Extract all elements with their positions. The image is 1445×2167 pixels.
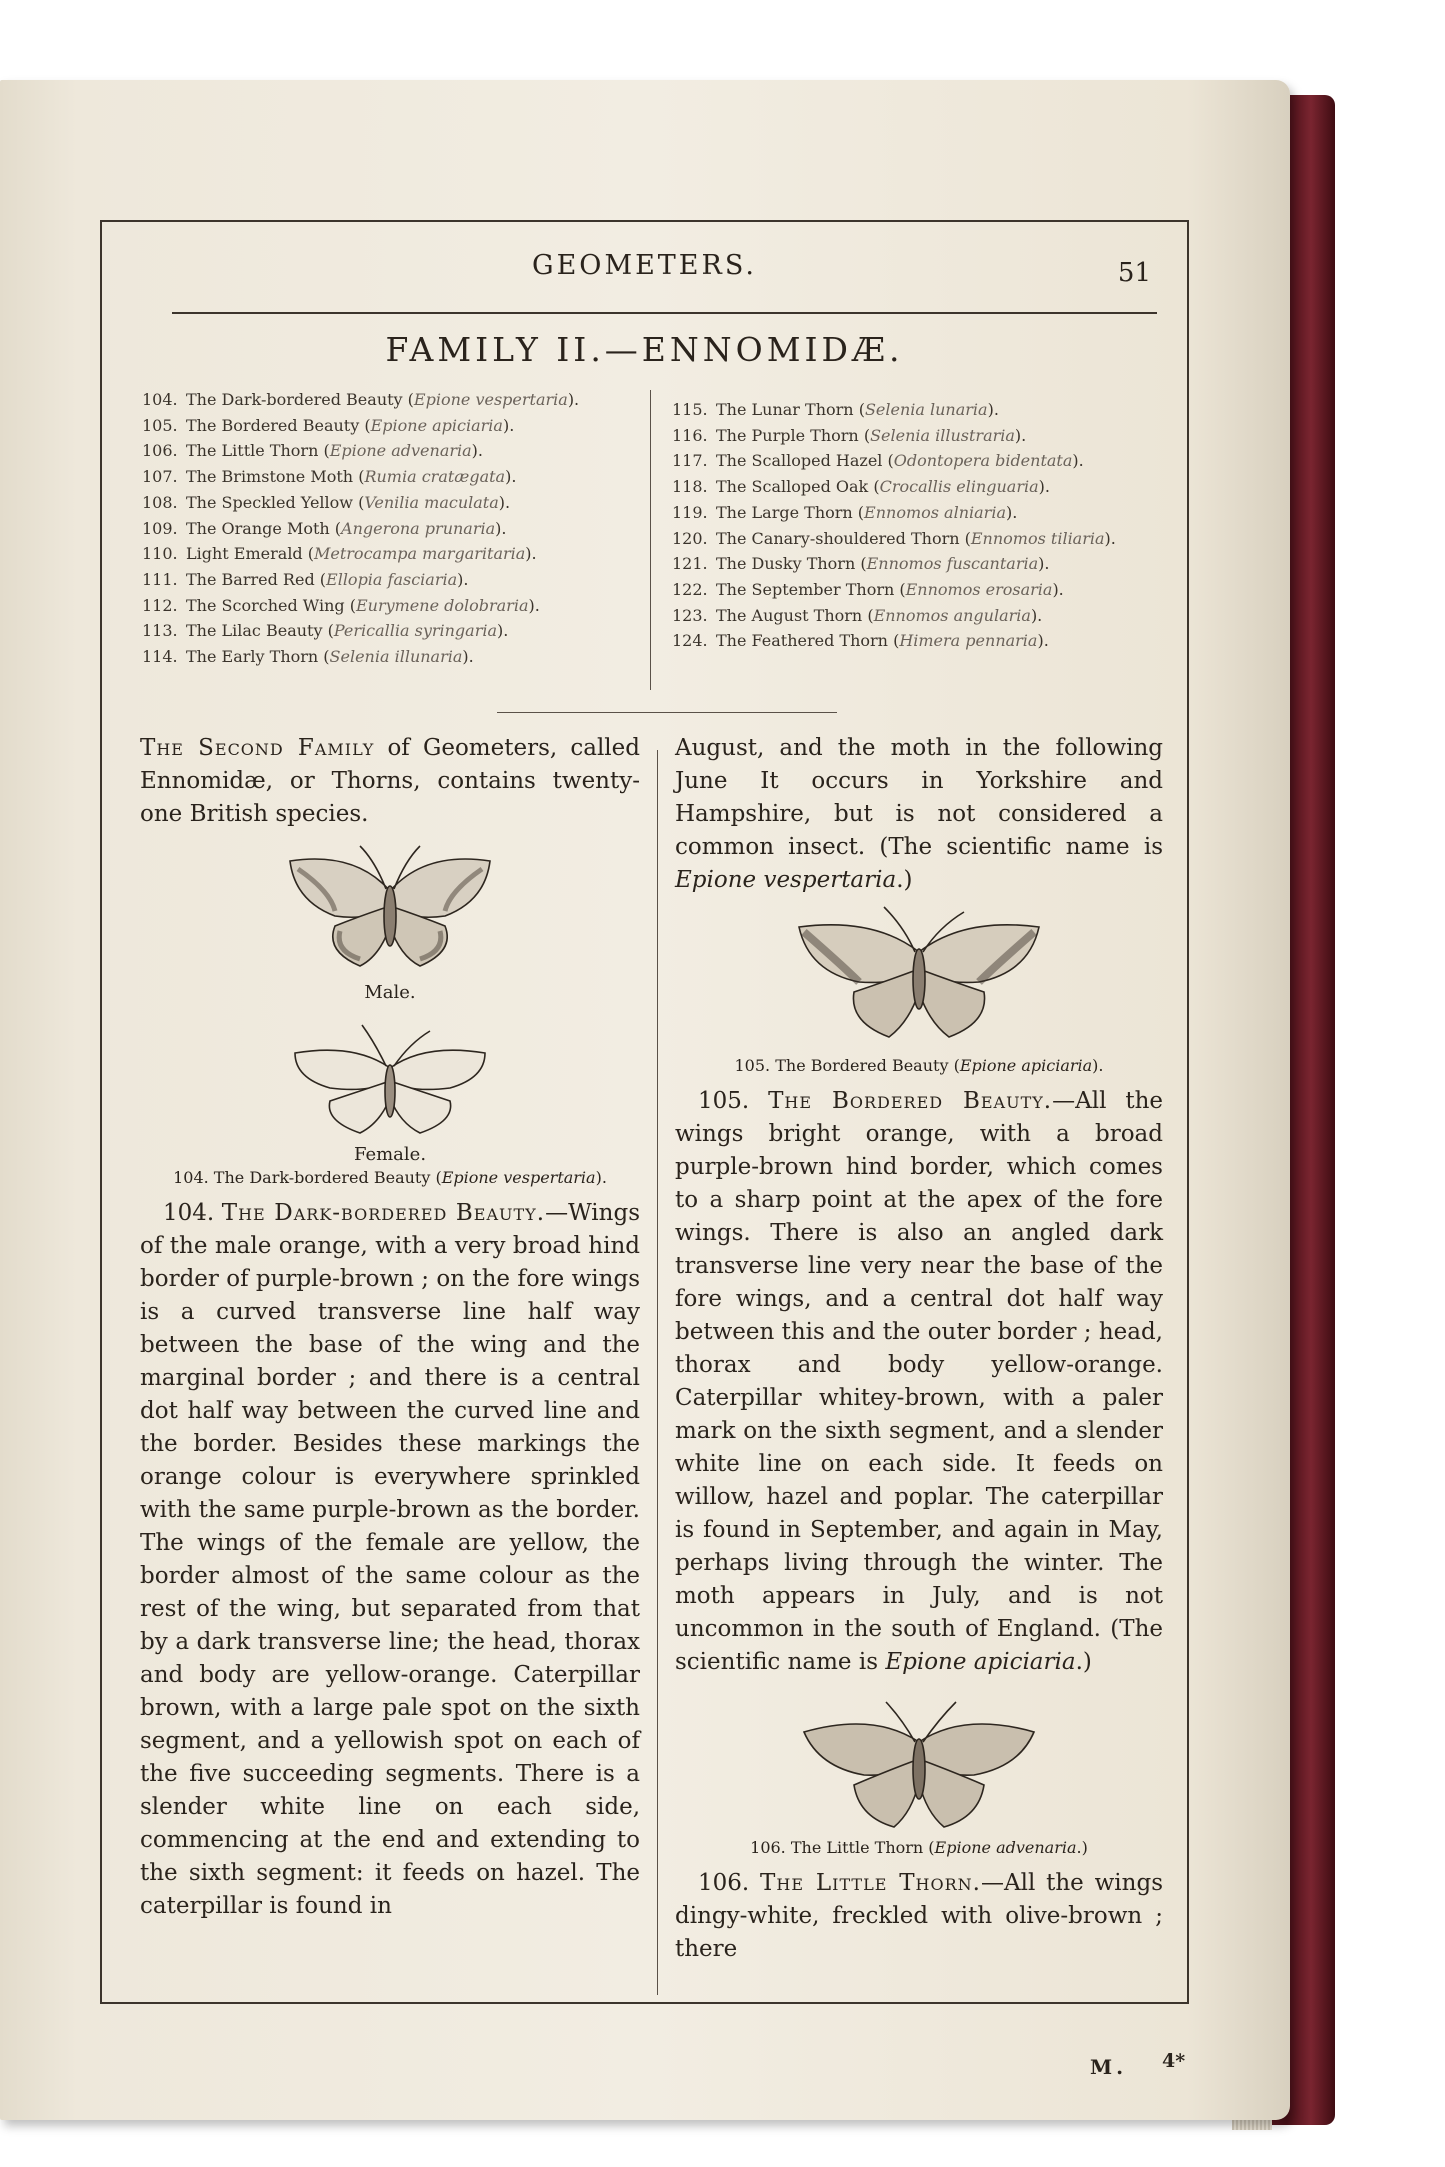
species-name: The Little Thorn (: [186, 441, 330, 461]
running-head: GEOMETERS.: [532, 250, 757, 281]
species-sci: Rumia cratægata: [364, 467, 506, 487]
entry-106-title: The Little Thorn.: [760, 1870, 981, 1896]
entry-105: [675, 1085, 1163, 1679]
entry-105-sci: Epione apiciaria: [885, 1649, 1076, 1675]
figure-105-caption-sci: Epione apiciaria: [959, 1056, 1093, 1075]
species-name: The Brimstone Moth (: [186, 467, 365, 487]
head-rule: [172, 312, 1157, 314]
species-list-left: [142, 387, 579, 670]
species-item: [672, 628, 1116, 654]
species-num: 106.: [142, 441, 178, 461]
species-end: ).: [497, 621, 509, 641]
page-number: 51: [1117, 258, 1151, 288]
species-sci: Epione advenaria: [329, 441, 472, 461]
species-end: ).: [502, 415, 515, 435]
species-sci: Epione apiciaria: [370, 415, 503, 435]
species-num: 119.: [672, 502, 708, 522]
species-name: The August Thorn (: [716, 605, 874, 625]
intro-paragraph: [140, 732, 640, 831]
species-num: 112.: [142, 595, 178, 615]
moth-female-illustration: [280, 1013, 500, 1143]
species-end: ).: [1037, 631, 1049, 651]
entry-104-title: The Dark-bordered Beauty.: [221, 1200, 546, 1226]
species-item: [672, 500, 1116, 526]
species-end: ).: [498, 492, 511, 512]
intro-small-caps: The Second Family: [140, 735, 375, 761]
family-title: FAMILY II.—ENNOMIDÆ.: [385, 330, 904, 369]
entry-104-text: —Wings of the male orange, with a very broad hind border of purple-brown ; on the fore wings is a curved transverse line half way between the base of the wing and the marginal border ; and there is a central dot half way between the curved line and the border. Besides these markings the orange colour is everywhere sprinkled with the same purple-brown as the border. The wings of the female are yellow, the border almost of the same colour as the rest of the wing, but separated from that by a dark transverse line; the head, thorax and body are yellow-orange. Caterpillar brown, with a large pale spot on the sixth segment, and a yellowish spot on each of the five succeeding segments. There is a slender white line on each side, commencing at the end and extending to the sixth segment: it feeds on hazel. The caterpillar is found in: [140, 1200, 640, 1919]
species-item: [142, 618, 579, 644]
figure-106-caption-end: .): [1076, 1838, 1088, 1857]
species-num: 105.: [142, 415, 178, 435]
text-frame: [100, 220, 1189, 2004]
entry-104-number: 104.: [163, 1200, 222, 1226]
species-item: [142, 464, 579, 490]
species-end: ).: [1072, 451, 1084, 471]
species-end: ).: [495, 518, 507, 538]
species-item: [142, 438, 579, 464]
species-name: The Purple Thorn (: [716, 425, 871, 445]
species-name: The Large Thorn (: [716, 502, 865, 522]
species-end: ).: [1038, 554, 1050, 574]
species-num: 107.: [142, 467, 178, 487]
species-sci: Odontopera bidentata: [893, 451, 1073, 471]
species-divider: [650, 390, 651, 690]
species-sci: Ennomos fuscantaria: [866, 554, 1039, 574]
species-item: [672, 397, 1116, 423]
species-item: [142, 516, 579, 542]
moth-male-illustration: [280, 831, 500, 981]
figure-105-caption-end: ).: [1092, 1056, 1104, 1075]
species-sci: Selenia lunaria: [864, 400, 988, 419]
species-num: 113.: [142, 621, 178, 641]
entry-106-text: —All the wings dingy-white, freckled with olive-brown ; there: [675, 1870, 1164, 1962]
figure-106-caption-sci: Epione advenaria: [934, 1838, 1077, 1857]
species-item: [672, 603, 1116, 629]
figure-104-caption-text: 104. The Dark-bordered Beauty (: [173, 1168, 442, 1187]
species-name: The Barred Red (: [186, 569, 327, 589]
section-rule: [497, 712, 837, 713]
species-name: The Dark-bordered Beauty (: [186, 390, 414, 409]
figure-106-caption: [675, 1837, 1163, 1859]
species-end: ).: [1014, 425, 1027, 445]
species-item: [672, 474, 1116, 500]
species-num: 115.: [672, 400, 708, 419]
species-sci: Ennomos angularia: [873, 605, 1031, 625]
caption-female: Female.: [353, 1144, 427, 1165]
species-sci: Angerona prunaria: [341, 518, 496, 538]
species-item: [142, 387, 579, 413]
printer-signature: M.: [1090, 2055, 1128, 2079]
species-sci: Himera pennaria: [899, 631, 1038, 651]
species-num: 124.: [672, 631, 708, 651]
species-sci: Pericallia syringaria: [333, 621, 498, 641]
figure-106-caption-text: 106. The Little Thorn (: [750, 1838, 935, 1857]
continuation-sci: Epione vespertaria: [675, 867, 897, 893]
species-sci: Selenia illunaria: [329, 647, 463, 667]
species-end: ).: [1052, 579, 1064, 599]
species-name: The Dusky Thorn (: [716, 554, 867, 574]
species-item: [672, 551, 1116, 577]
species-sci: Ellopia fasciaria: [326, 569, 458, 589]
species-end: ).: [1005, 502, 1018, 522]
species-num: 104.: [142, 390, 178, 409]
species-item: [142, 413, 579, 439]
species-end: ).: [528, 595, 540, 615]
species-num: 108.: [142, 492, 178, 512]
species-end: ).: [987, 400, 999, 419]
entry-105-end: .): [1075, 1649, 1092, 1675]
entry-105-text: —All the wings bright orange, with a broad purple-brown hind border, which comes to a sharp point at the apex of the fore wings. There is also an angled dark transverse line very near the base of the fore wings, and a central dot half way between this and the outer border ; head, thorax and body yellow-orange. Caterpillar whitey-brown, with a paler mark on the sixth segment, and a slender white line on each side. It feeds on willow, hazel and poplar. The caterpillar is found in September, and again in May, perhaps living through the winter. The moth appears in July, and is not uncommon in the south of England. (The scientific name is: [675, 1088, 1163, 1675]
species-num: 122.: [672, 579, 708, 599]
species-name: The Canary-shouldered Thorn (: [716, 528, 971, 548]
intro-text: of Geometers, called Ennomidæ, or Thorns, contains twenty-one British species.: [140, 735, 640, 827]
species-num: 121.: [672, 554, 708, 574]
species-end: ).: [1030, 605, 1043, 625]
species-sci: Eurymene dolobraria: [355, 595, 529, 615]
right-column: [675, 732, 1163, 1966]
species-num: 111.: [142, 569, 178, 589]
species-name: The Scalloped Oak (: [716, 477, 880, 497]
entry-104: [140, 1197, 640, 1923]
species-sci: Ennomos erosaria: [905, 579, 1053, 599]
species-sci: Venilia maculata: [364, 492, 499, 512]
left-column: [140, 732, 640, 1923]
species-name: The September Thorn (: [716, 579, 906, 599]
entry-106: [675, 1867, 1163, 1966]
species-item: [672, 577, 1116, 603]
species-name: The Speckled Yellow (: [186, 492, 365, 512]
moth-105-illustration: [789, 897, 1049, 1047]
entry-105-number: 105.: [698, 1088, 769, 1114]
caption-male: Male.: [364, 982, 416, 1003]
species-name: The Scalloped Hazel (: [716, 451, 894, 471]
figure-104-caption: [140, 1167, 640, 1189]
species-sci: Epione vespertaria: [413, 390, 568, 409]
book: [0, 40, 1336, 2120]
continuation-end: .): [896, 867, 913, 893]
species-name: The Lunar Thorn (: [716, 400, 865, 419]
species-item: [142, 541, 579, 567]
species-num: 118.: [672, 477, 708, 497]
species-sci: Selenia illustraria: [870, 425, 1015, 445]
continuation-paragraph: [675, 732, 1163, 897]
species-end: ).: [471, 441, 483, 461]
species-item: [672, 423, 1116, 449]
species-end: ).: [1104, 528, 1116, 548]
entry-106-number: 106.: [698, 1870, 761, 1896]
species-end: ).: [457, 569, 469, 589]
species-name: The Lilac Beauty (: [186, 621, 334, 641]
species-name: The Bordered Beauty (: [186, 415, 371, 435]
entry-105-title: The Bordered Beauty.: [768, 1088, 1053, 1114]
species-end: ).: [525, 544, 537, 564]
species-sci: Ennomos alniaria: [864, 502, 1006, 522]
species-end: ).: [567, 390, 580, 409]
species-num: 114.: [142, 647, 178, 667]
moth-106-illustration: [794, 1687, 1044, 1837]
printer-signature-number: 4*: [1162, 2050, 1186, 2072]
species-item: [142, 644, 579, 670]
species-sci: Crocallis elinguaria: [879, 477, 1039, 497]
figure-104-caption-end: ).: [595, 1168, 607, 1187]
species-end: ).: [1038, 477, 1050, 497]
species-name: The Feathered Thorn (: [716, 631, 900, 651]
species-item: [672, 526, 1116, 552]
species-name: The Orange Moth (: [186, 518, 342, 538]
species-num: 123.: [672, 605, 708, 625]
species-list-right: [672, 397, 1116, 654]
species-num: 120.: [672, 528, 708, 548]
species-item: [142, 490, 579, 516]
species-name: Light Emerald (: [186, 544, 314, 564]
species-item: [142, 567, 579, 593]
species-end: ).: [505, 467, 517, 487]
species-sci: Metrocampa margaritaria: [314, 544, 526, 564]
species-name: The Early Thorn (: [186, 647, 330, 667]
column-rule: [657, 750, 658, 1995]
species-num: 110.: [142, 544, 178, 564]
continuation-text: August, and the moth in the following June It occurs in Yorkshire and Hampshire, but is not considered a common insect. (The scientific name is: [675, 735, 1163, 860]
species-sci: Ennomos tiliaria: [970, 528, 1105, 548]
species-name: The Scorched Wing (: [186, 595, 356, 615]
figure-104-caption-sci: Epione vespertaria: [441, 1168, 596, 1187]
species-item: [672, 448, 1116, 474]
species-num: 109.: [142, 518, 178, 538]
book-page: [0, 80, 1290, 2120]
figure-105-caption-text: 105. The Bordered Beauty (: [734, 1056, 960, 1075]
species-num: 117.: [672, 451, 708, 471]
species-end: ).: [462, 647, 474, 667]
species-num: 116.: [672, 425, 708, 445]
species-item: [142, 593, 579, 619]
figure-105-caption: [675, 1055, 1163, 1077]
